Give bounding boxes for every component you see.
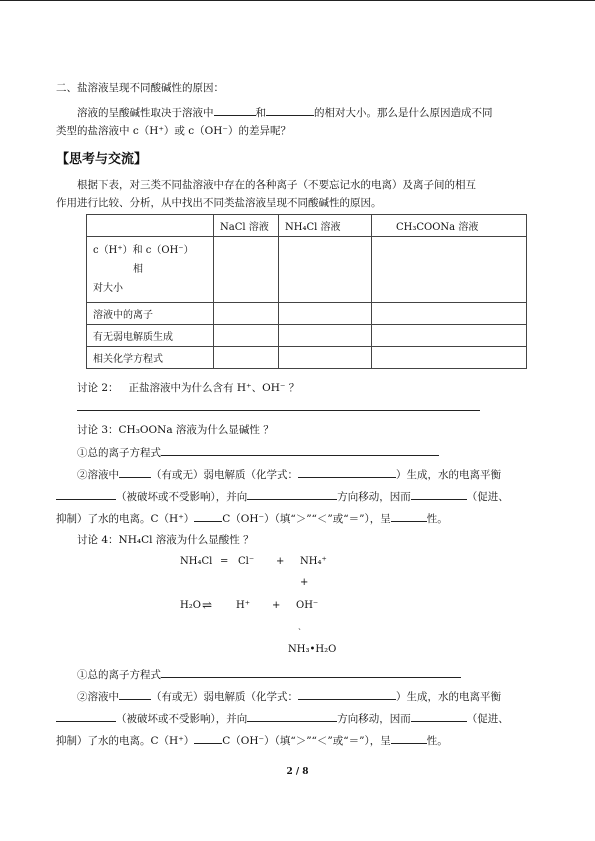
discussion-line [77, 466, 501, 482]
table-row-label [87, 237, 214, 303]
table-cell[interactable] [214, 303, 279, 325]
paragraph-line: 类型的盐溶液中 c（H⁺）或 c（OH⁻）的差异呢？ [56, 125, 291, 137]
equation-term: Cl⁻ [238, 556, 255, 567]
fill-blank[interactable] [391, 732, 427, 744]
table-header-cell: CH₃COONa 溶液 [372, 215, 527, 237]
text-fragment: 抑制）了水的电离。C（H⁺） [56, 735, 195, 747]
table-cell[interactable] [372, 237, 527, 303]
discussion-line [77, 444, 439, 460]
discussion-2 [77, 380, 299, 395]
equation-term: + [272, 600, 281, 611]
fill-blank[interactable] [247, 488, 337, 500]
text-fragment: ①总的离子方程式 [77, 447, 161, 459]
text-fragment: ）生成，水的电离平衡 [396, 691, 501, 703]
table-cell[interactable] [279, 347, 372, 369]
discussion-line [56, 710, 509, 726]
fill-blank[interactable] [298, 466, 396, 478]
equation-term: H⁺ [236, 600, 250, 611]
text-fragment: （促进、 [466, 713, 509, 725]
table-cell[interactable] [279, 303, 372, 325]
text-fragment: 方向移动，因而 [337, 491, 411, 503]
text-fragment: （促进、 [466, 491, 509, 503]
table-cell[interactable] [372, 325, 527, 347]
fill-blank[interactable] [194, 510, 222, 522]
equation-term: + [300, 577, 309, 588]
fill-blank[interactable] [411, 488, 467, 500]
discussion-line [56, 510, 448, 526]
text-fragment: ①总的离子方程式 [77, 669, 161, 681]
text-fragment: ②溶液中 [77, 691, 119, 703]
table-header-cell: NH₄Cl 溶液 [279, 215, 372, 237]
comparison-table [86, 214, 527, 369]
fill-blank[interactable] [56, 488, 116, 500]
text-fragment: ②溶液中 [77, 469, 119, 481]
fill-blank[interactable] [298, 688, 396, 700]
discussion-question: 正盐溶液中为什么含有 H⁺、OH⁻ ？ [128, 382, 300, 394]
paragraph-line: 作用进行比较、分析，从中找出不同类盐溶液呈现不同酸碱性的原因。 [56, 197, 382, 209]
think-exchange-title: 【思考与交流】 [56, 152, 148, 167]
table-row-label-line: 对大小 [93, 283, 123, 294]
equation-term: NH₄⁺ [300, 556, 327, 567]
table-cell[interactable] [279, 237, 372, 303]
discussion-3-title: 讨论 3：CH₃OONa 溶液为什么显碱性 ？ [77, 424, 274, 436]
fill-blank[interactable] [247, 710, 337, 722]
equation-product: NH₃•H₂O [288, 644, 337, 655]
table-cell[interactable] [214, 237, 279, 303]
discussion-line [77, 688, 501, 704]
text-fragment: ）生成，水的电离平衡 [396, 469, 501, 481]
text-fragment: （被破坏或不受影响），并向 [116, 491, 248, 503]
table-cell[interactable] [372, 347, 527, 369]
fill-blank[interactable] [161, 666, 461, 678]
table-row-label-line: c（H⁺）和 c（OH⁻） [93, 245, 194, 256]
fill-blank[interactable] [119, 466, 151, 478]
text-fragment: （有或无）弱电解质（化学式： [151, 469, 298, 481]
table-cell[interactable] [372, 303, 527, 325]
fill-blank[interactable] [266, 104, 314, 116]
table-row-label: 溶液中的离子 [87, 303, 214, 325]
table-row-label-line: 相 [133, 264, 143, 275]
table-cell[interactable] [214, 347, 279, 369]
equation-term: + [276, 556, 285, 567]
discussion-line [56, 488, 509, 504]
text-fragment: （有或无）弱电解质（化学式： [151, 691, 298, 703]
text-fragment: C（OH⁻）（填“＞”“＜”或“＝”），呈 [222, 735, 391, 747]
equation-term: = [220, 556, 229, 567]
text-fragment: 性。 [426, 513, 448, 525]
fill-blank[interactable] [391, 510, 427, 522]
text-fragment: 和 [255, 107, 266, 119]
answer-line[interactable] [77, 410, 480, 411]
discussion-line [56, 732, 448, 748]
page-top-rule [0, 0, 595, 1]
table-cell[interactable] [214, 325, 279, 347]
table-row-label: 相关化学方程式 [87, 347, 214, 369]
table-header-cell [87, 215, 214, 237]
fill-blank[interactable] [56, 710, 116, 722]
section-heading: 二、盐溶液呈现不同酸碱性的原因： [56, 82, 224, 94]
discussion-line [77, 666, 461, 682]
equilibrium-arrow-icon: ⇌ [202, 598, 213, 612]
fill-blank[interactable] [119, 688, 151, 700]
paragraph-line: 根据下表，对三类不同盐溶液中存在的各种离子（不要忘记水的电离）及离子间的相互 [77, 179, 476, 191]
equation-term: OH⁻ [296, 600, 319, 611]
page-number: 2 / 8 [286, 767, 309, 777]
text-fragment: （被破坏或不受影响），并向 [116, 713, 248, 725]
tick-mark-icon: ˏ [298, 621, 301, 631]
fill-blank[interactable] [214, 104, 256, 116]
table-row [87, 325, 527, 347]
fill-blank[interactable] [411, 710, 467, 722]
table-row-label: 有无弱电解质生成 [87, 325, 214, 347]
text-fragment: 方向移动，因而 [337, 713, 411, 725]
discussion-4-title: 讨论 4：NH₄Cl 溶液为什么显酸性 ？ [77, 534, 254, 546]
text-fragment: 抑制）了水的电离。C（H⁺） [56, 513, 195, 525]
text-fragment: 的相对大小。那么是什么原因造成不同 [314, 107, 493, 119]
text-fragment: 性。 [426, 735, 448, 747]
text-fragment: C（OH⁻）（填“＞”“＜”或“＝”），呈 [222, 513, 391, 525]
equation-term: NH₄Cl [180, 556, 213, 567]
table-header-cell: NaCl 溶液 [214, 215, 279, 237]
fill-blank[interactable] [161, 444, 439, 456]
fill-blank[interactable] [194, 732, 222, 744]
equation-term: H₂O [180, 600, 201, 611]
table-header-row [87, 215, 527, 237]
text-fragment: 溶液的呈酸碱性取决于溶液中 [77, 107, 214, 119]
table-row [87, 237, 527, 303]
table-row [87, 347, 527, 369]
table-cell[interactable] [279, 325, 372, 347]
paragraph-line [77, 104, 493, 120]
table-row [87, 303, 527, 325]
discussion-label: 讨论 2： [77, 382, 119, 394]
